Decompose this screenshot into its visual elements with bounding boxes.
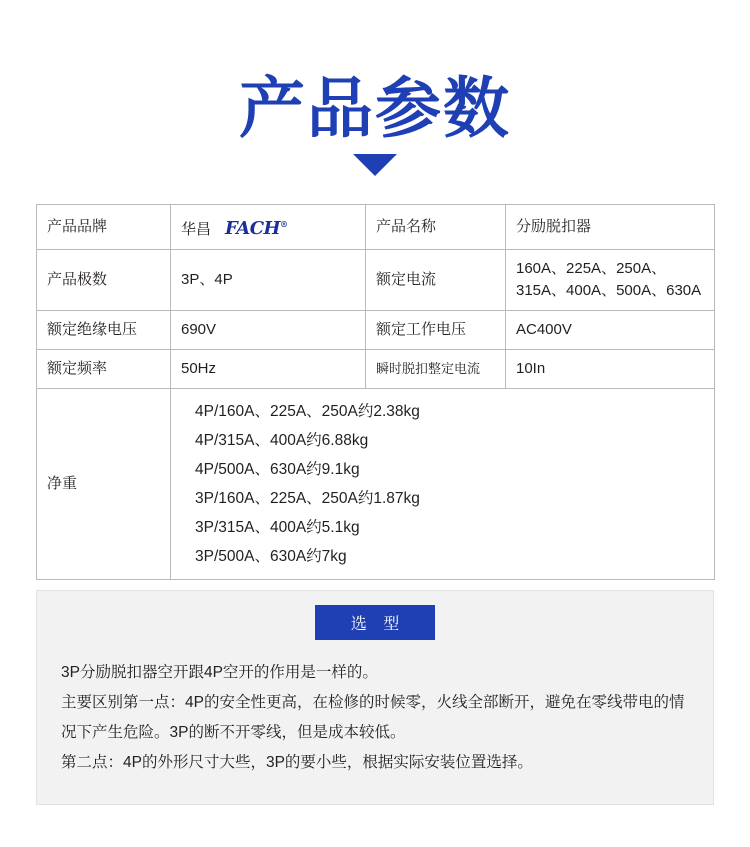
net-weight-list xyxy=(181,397,704,571)
row-label-working-voltage: 额定工作电压 xyxy=(366,311,506,350)
selection-badge: 选 型 xyxy=(315,605,435,640)
row-value-working-voltage: AC400V xyxy=(506,311,715,350)
selection-paragraph: 3P分励脱扣器空开跟4P空开的作用是一样的。 xyxy=(61,664,378,681)
row-value-brand xyxy=(171,205,366,250)
row-label-brand: 产品品牌 xyxy=(37,205,171,250)
table-row-weight xyxy=(37,389,715,580)
row-label-net-weight: 净重 xyxy=(37,389,171,580)
down-caret-icon xyxy=(353,154,397,176)
list-item: 3P/500A、630A约7kg xyxy=(195,548,347,565)
row-value-rated-current: 160A、225A、250A、315A、400A、500A、630A xyxy=(506,250,715,311)
table-row xyxy=(37,205,715,250)
row-value-net-weight xyxy=(171,389,715,580)
page-header xyxy=(0,0,750,176)
list-item: 3P/160A、225A、250A约1.87kg xyxy=(195,490,420,507)
page-title: 产品参数 xyxy=(239,70,511,147)
row-value-insulation-voltage: 690V xyxy=(171,311,366,350)
list-item: 3P/315A、400A约5.1kg xyxy=(195,519,360,536)
brand-name: 华昌 xyxy=(181,221,212,238)
row-label-insulation-voltage: 额定绝缘电压 xyxy=(37,311,171,350)
spec-table-wrap xyxy=(36,204,714,580)
list-item: 4P/500A、630A约9.1kg xyxy=(195,461,360,478)
list-item: 4P/160A、225A、250A约2.38kg xyxy=(195,403,420,420)
fach-logo xyxy=(225,213,288,240)
row-value-frequency: 50Hz xyxy=(171,350,366,389)
fach-logo-text: FACH xyxy=(225,218,281,239)
selection-paragraph: 主要区别第一点：4P的安全性更高，在检修的时候零，火线全部断开，避免在零线带电的情况下产生危险。3P的断不开零线，但是成本较低。 xyxy=(61,694,685,741)
row-label-product-name: 产品名称 xyxy=(366,205,506,250)
row-value-instant-trip-current: 10In xyxy=(506,350,715,389)
spec-table xyxy=(36,204,715,580)
table-row xyxy=(37,350,715,389)
row-value-product-name: 分励脱扣器 xyxy=(506,205,715,250)
table-row xyxy=(37,311,715,350)
selection-guide-panel xyxy=(36,590,714,805)
row-label-frequency: 额定频率 xyxy=(37,350,171,389)
fach-logo-mark: ® xyxy=(280,219,288,229)
row-label-instant-trip-current: 瞬时脱扣整定电流 xyxy=(366,350,506,389)
selection-text xyxy=(61,658,689,778)
list-item: 4P/315A、400A约6.88kg xyxy=(195,432,369,449)
row-label-poles: 产品极数 xyxy=(37,250,171,311)
row-label-rated-current: 额定电流 xyxy=(366,250,506,311)
selection-paragraph: 第二点：4P的外形尺寸大些，3P的要小些，根据实际安装位置选择。 xyxy=(61,754,533,771)
table-row xyxy=(37,250,715,311)
row-value-poles: 3P、4P xyxy=(171,250,366,311)
